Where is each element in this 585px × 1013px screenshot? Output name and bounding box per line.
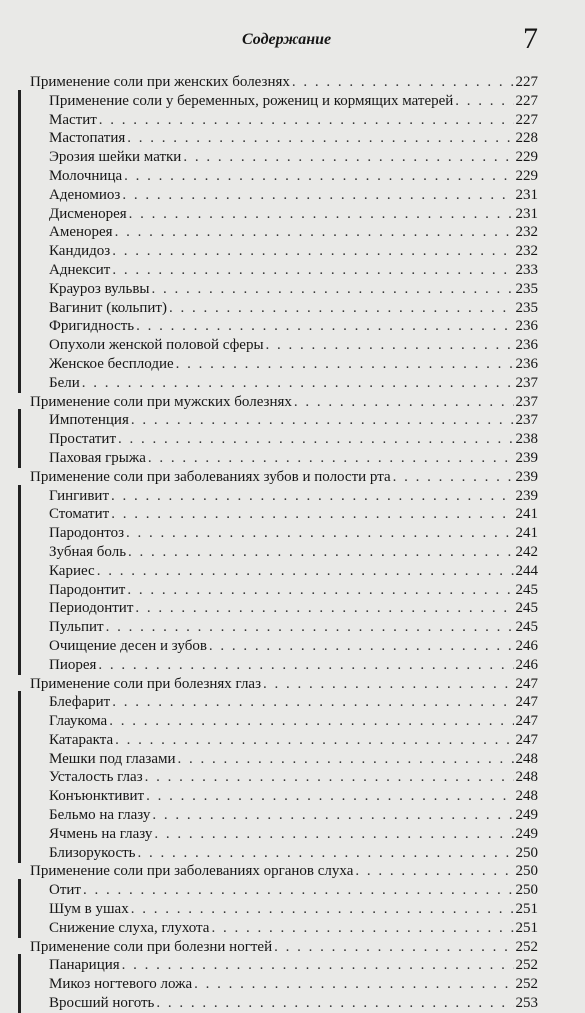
dot-leader [118, 430, 513, 449]
entry-page-number: 235 [515, 299, 538, 316]
entry-page-number: 241 [515, 525, 538, 542]
toc-subentry [18, 280, 538, 299]
entry-title: Периодонтит [49, 600, 134, 617]
entry-title: Очищение десен и зубов [49, 637, 207, 654]
dot-leader [97, 562, 514, 581]
toc-section-entry [18, 393, 538, 412]
toc-subentry [18, 599, 538, 618]
entry-title: Молочница [49, 167, 123, 184]
entry-page-number: 250 [515, 844, 538, 861]
entry-title: Фригидность [49, 318, 135, 335]
entry-page-number: 227 [515, 92, 538, 109]
entry-title: Применение соли при болезни ногтей [30, 938, 273, 955]
entry-page-number: 250 [515, 882, 538, 899]
dot-leader [112, 242, 513, 261]
dot-leader [127, 581, 513, 600]
entry-title: Пародонтоз [49, 525, 124, 542]
toc-subentry [18, 505, 538, 524]
toc-subentry [18, 787, 538, 806]
toc-section-entry [18, 938, 538, 957]
toc-subentry [18, 712, 538, 731]
entry-page-number: 232 [515, 224, 538, 241]
toc-subentry [18, 581, 538, 600]
entry-title: Женское бесплодие [49, 355, 174, 372]
toc-subentry [18, 956, 538, 975]
dot-leader [145, 768, 514, 787]
dot-leader [126, 524, 514, 543]
toc-subentry [18, 186, 538, 205]
entry-page-number: 246 [515, 656, 538, 673]
dot-leader [115, 731, 513, 750]
dot-leader [136, 317, 513, 336]
entry-title: Бели [49, 374, 80, 391]
toc-subentry [18, 994, 538, 1013]
entry-page-number: 251 [515, 901, 538, 918]
entry-title: Аденомиоз [49, 186, 121, 203]
entry-page-number: 246 [515, 637, 538, 654]
entry-page-number: 237 [515, 412, 538, 429]
entry-title: Шум в ушах [49, 901, 129, 918]
entry-page-number: 250 [515, 863, 538, 880]
page-number: 7 [523, 22, 538, 55]
entry-page-number: 242 [515, 543, 538, 560]
dot-leader [131, 411, 514, 430]
entry-page-number: 236 [515, 355, 538, 372]
toc-subentry [18, 768, 538, 787]
dot-leader [99, 111, 514, 130]
toc-subentry [18, 750, 538, 769]
entry-title: Мешки под глазами [49, 750, 176, 767]
entry-title: Пульпит [49, 619, 104, 636]
toc-subentry [18, 618, 538, 637]
section-bracket [18, 409, 21, 468]
dot-leader [83, 881, 514, 900]
entry-title: Применение соли при женских болезнях [30, 74, 290, 90]
entry-page-number: 252 [515, 938, 538, 955]
toc-subentry [18, 900, 538, 919]
entry-title: Стоматит [49, 506, 110, 523]
entry-title: Аднексит [49, 261, 111, 278]
dot-leader [393, 468, 514, 487]
dot-leader [115, 223, 514, 242]
dot-leader [152, 806, 513, 825]
entry-page-number: 232 [515, 243, 538, 260]
entry-title: Блефарит [49, 694, 111, 711]
entry-page-number: 231 [515, 186, 538, 203]
section-bracket [18, 879, 21, 938]
dot-leader [183, 148, 513, 167]
toc-subentry [18, 919, 538, 938]
entry-page-number: 238 [515, 431, 538, 448]
dot-leader [135, 599, 513, 618]
entry-page-number: 231 [515, 205, 538, 222]
toc-subentry [18, 317, 538, 336]
entry-page-number: 236 [515, 318, 538, 335]
dot-leader [146, 787, 513, 806]
toc-subentry [18, 430, 538, 449]
toc-section-entry [18, 675, 538, 694]
entry-page-number: 245 [515, 600, 538, 617]
dot-leader [355, 862, 513, 881]
entry-page-number: 247 [515, 675, 538, 692]
toc-section-entry [18, 468, 538, 487]
entry-page-number: 247 [515, 694, 538, 711]
dot-leader [129, 205, 514, 224]
toc-subentry [18, 487, 538, 506]
entry-title: Мастит [49, 111, 97, 128]
dot-leader [109, 712, 513, 731]
dot-leader [127, 129, 513, 148]
entry-title: Усталость глаз [49, 769, 143, 786]
entry-title: Дисменорея [49, 205, 127, 222]
entry-title: Снижение слуха, глухота [49, 919, 210, 936]
entry-title: Кандидоз [49, 243, 111, 260]
entry-title: Микоз ногтевого ложа [49, 976, 193, 993]
entry-page-number: 235 [515, 280, 538, 297]
entry-page-number: 249 [515, 807, 538, 824]
entry-title: Катаракта [49, 731, 114, 748]
dot-leader [112, 693, 513, 712]
entry-title: Кариес [49, 562, 95, 579]
dot-leader [211, 919, 513, 938]
entry-page-number: 247 [515, 731, 538, 748]
toc-subentry [18, 731, 538, 750]
entry-page-number: 229 [515, 167, 538, 184]
toc-subentry [18, 223, 538, 242]
entry-title: Применение соли у беременных, рожениц и кормящих матерей [49, 92, 454, 109]
dot-leader [111, 505, 513, 524]
dot-leader [156, 994, 513, 1013]
entry-page-number: 237 [515, 393, 538, 410]
entry-title: Ячмень на глазу [49, 825, 153, 842]
entry-page-number: 228 [515, 130, 538, 147]
entry-page-number: 251 [515, 919, 538, 936]
toc-subentry [18, 881, 538, 900]
toc-subentry [18, 261, 538, 280]
toc-subentry [18, 336, 538, 355]
dot-leader [124, 167, 513, 186]
dot-leader [98, 656, 513, 675]
toc-subentry [18, 543, 538, 562]
dot-leader [263, 675, 513, 694]
dot-leader [274, 938, 513, 957]
entry-title: Бельмо на глазу [49, 807, 151, 824]
toc-subentry [18, 637, 538, 656]
entry-page-number: 252 [515, 976, 538, 993]
dot-leader [294, 393, 514, 412]
entry-title: Гингивит [49, 487, 109, 504]
toc-subentry [18, 374, 538, 393]
dot-leader [122, 956, 514, 975]
entry-title: Эрозия шейки матки [49, 149, 182, 166]
dot-leader [292, 73, 514, 92]
entry-title: Зубная боль [49, 543, 127, 560]
dot-leader [169, 299, 514, 318]
entry-title: Применение соли при заболеваниях зубов и полости рта [30, 468, 391, 485]
toc-subentry [18, 975, 538, 994]
section-bracket [18, 691, 21, 863]
entry-page-number: 233 [515, 261, 538, 278]
entry-page-number: 236 [515, 337, 538, 354]
toc-subentry [18, 656, 538, 675]
entry-page-number: 244 [515, 562, 538, 579]
entry-title: Пародонтит [49, 581, 126, 598]
toc-subentry [18, 167, 538, 186]
toc-subentry [18, 693, 538, 712]
dot-leader [176, 355, 514, 374]
entry-page-number: 239 [515, 449, 538, 466]
toc-subentry [18, 205, 538, 224]
entry-title: Панариция [49, 957, 120, 974]
entry-title: Применение соли при заболеваниях органов слуха [30, 863, 354, 880]
entry-page-number: 227 [515, 111, 538, 128]
dot-leader [178, 750, 514, 769]
dot-leader [209, 637, 514, 656]
toc-subentry [18, 242, 538, 261]
toc-subentry [18, 524, 538, 543]
entry-page-number: 249 [515, 825, 538, 842]
dot-leader [131, 900, 514, 919]
entry-page-number: 245 [515, 619, 538, 636]
entry-title: Мастопатия [49, 130, 126, 147]
entry-title: Применение соли при болезнях глаз [30, 675, 262, 692]
entry-page-number: 252 [515, 957, 538, 974]
dot-leader [111, 487, 514, 506]
page-header [0, 22, 585, 62]
entry-title: Паховая грыжа [49, 449, 146, 466]
entry-title: Конъюнктивит [49, 788, 145, 805]
running-title: Содержание [242, 31, 332, 48]
entry-page-number: 237 [515, 374, 538, 391]
toc-subentry [18, 411, 538, 430]
entry-title: Применение соли при мужских болезнях [30, 393, 292, 410]
toc-subentry [18, 355, 538, 374]
dot-leader [148, 449, 514, 468]
entry-page-number: 248 [515, 750, 538, 767]
dot-leader [154, 825, 513, 844]
entry-title: Простатит [49, 431, 117, 448]
entry-page-number: 239 [515, 487, 538, 504]
dot-leader [138, 844, 514, 863]
dot-leader [266, 336, 514, 355]
entry-page-number: 248 [515, 788, 538, 805]
toc-subentry [18, 111, 538, 130]
dot-leader [122, 186, 513, 205]
toc-section-entry [18, 73, 538, 92]
toc-subentry [18, 148, 538, 167]
entry-page-number: 227 [515, 74, 538, 90]
entry-title: Вагинит (кольпит) [49, 299, 167, 316]
entry-page-number: 253 [515, 995, 538, 1012]
dot-leader [194, 975, 513, 994]
entry-title: Импотенция [49, 412, 129, 429]
toc-subentry [18, 449, 538, 468]
dot-leader [151, 280, 513, 299]
section-bracket [18, 485, 21, 675]
entry-title: Опухоли женской половой сферы [49, 337, 264, 354]
entry-title: Крауроз вульвы [49, 280, 150, 297]
toc-subentry [18, 806, 538, 825]
dot-leader [112, 261, 513, 280]
toc-subentry [18, 844, 538, 863]
toc-subentry [18, 562, 538, 581]
toc-subentry [18, 825, 538, 844]
entry-title: Глаукома [49, 713, 108, 730]
entry-title: Аменорея [49, 224, 113, 241]
entry-page-number: 241 [515, 506, 538, 523]
dot-leader [82, 374, 514, 393]
dot-leader [455, 92, 513, 111]
entry-page-number: 247 [515, 713, 538, 730]
entry-page-number: 245 [515, 581, 538, 598]
toc-subentry [18, 129, 538, 148]
section-bracket [18, 90, 21, 393]
entry-title: Близорукость [49, 844, 136, 861]
toc-subentry [18, 92, 538, 111]
entry-page-number: 248 [515, 769, 538, 786]
entry-page-number: 229 [515, 149, 538, 166]
entry-title: Пиорея [49, 656, 97, 673]
entry-title: Отит [49, 882, 81, 899]
toc-section-entry [18, 862, 538, 881]
section-bracket [18, 954, 21, 1013]
dot-leader [128, 543, 513, 562]
table-of-contents [18, 73, 538, 1013]
entry-title: Вросший ноготь [49, 995, 155, 1012]
entry-page-number: 239 [515, 468, 538, 485]
toc-subentry [18, 299, 538, 318]
dot-leader [106, 618, 514, 637]
